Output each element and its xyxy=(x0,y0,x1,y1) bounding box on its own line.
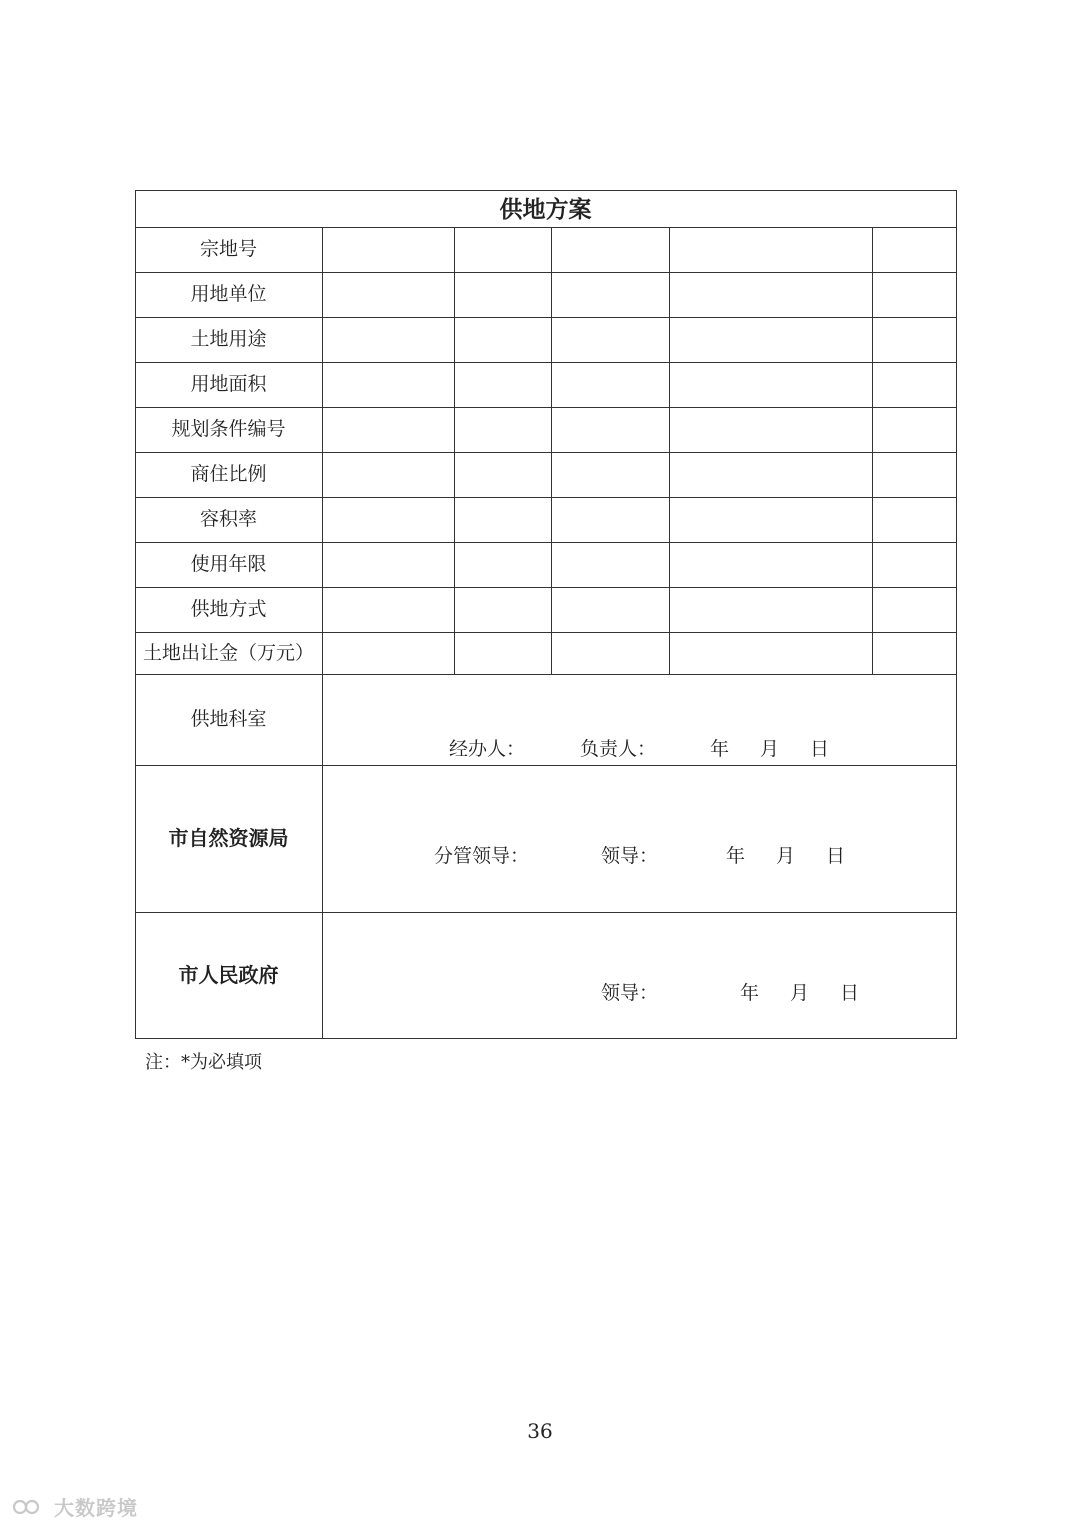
row-divider xyxy=(135,542,957,543)
row-label-land-area: 用地面积 xyxy=(190,373,267,395)
responsible-signature-label: 负责人： xyxy=(580,738,657,760)
date-day-label: 日 xyxy=(810,738,830,760)
row-divider xyxy=(135,497,957,498)
leader-signature-label: 领导： xyxy=(601,982,659,1004)
wechat-channel-logo-icon xyxy=(12,1497,42,1522)
label-column-divider xyxy=(322,227,323,1038)
page-number: 36 xyxy=(527,1419,553,1443)
row-label-land-use: 土地用途 xyxy=(190,328,267,350)
row-label-plot-ratio: 容积率 xyxy=(199,508,257,530)
date-month-label: 月 xyxy=(776,845,796,867)
column-divider xyxy=(872,227,873,674)
date-year-label: 年 xyxy=(740,982,760,1004)
table-border-bottom xyxy=(135,1038,957,1039)
row-label-land-user: 用地单位 xyxy=(190,283,267,305)
date-year-label: 年 xyxy=(726,845,746,867)
row-divider xyxy=(135,765,957,766)
row-divider xyxy=(135,674,957,675)
watermark xyxy=(12,1492,138,1522)
approval-label-supply-office: 供地科室 xyxy=(190,708,267,730)
handler-signature-label: 经办人： xyxy=(449,738,526,760)
row-divider xyxy=(135,272,957,273)
leader-signature-label: 领导： xyxy=(601,845,659,867)
date-month-label: 月 xyxy=(790,982,810,1004)
date-day-label: 日 xyxy=(840,982,860,1004)
row-divider xyxy=(135,452,957,453)
row-divider xyxy=(135,227,957,228)
row-divider xyxy=(135,912,957,913)
row-divider xyxy=(135,362,957,363)
column-divider xyxy=(669,227,670,674)
row-divider xyxy=(135,407,957,408)
row-label-commercial-residential-ratio: 商住比例 xyxy=(190,463,267,485)
column-divider xyxy=(454,227,455,674)
row-label-parcel-number: 宗地号 xyxy=(199,238,257,260)
row-label-planning-condition-number: 规划条件编号 xyxy=(171,418,286,440)
row-divider xyxy=(135,587,957,588)
approval-label-city-government: 市人民政府 xyxy=(178,963,279,987)
column-divider xyxy=(551,227,552,674)
table-border-top xyxy=(135,190,957,191)
row-label-transfer-fee: 土地出让金（万元） xyxy=(142,642,314,664)
date-day-label: 日 xyxy=(826,845,846,867)
approval-label-natural-resources-bureau: 市自然资源局 xyxy=(168,826,289,850)
row-label-use-term: 使用年限 xyxy=(190,553,267,575)
date-year-label: 年 xyxy=(710,738,730,760)
required-fields-note: 注：*为必填项 xyxy=(145,1052,262,1073)
watermark-text: 大数跨境 xyxy=(53,1496,138,1520)
form-title: 供地方案 xyxy=(499,196,592,223)
date-month-label: 月 xyxy=(760,738,780,760)
row-divider xyxy=(135,317,957,318)
deputy-leader-signature-label: 分管领导： xyxy=(434,845,530,867)
row-label-supply-method: 供地方式 xyxy=(190,598,267,620)
row-divider xyxy=(135,632,957,633)
